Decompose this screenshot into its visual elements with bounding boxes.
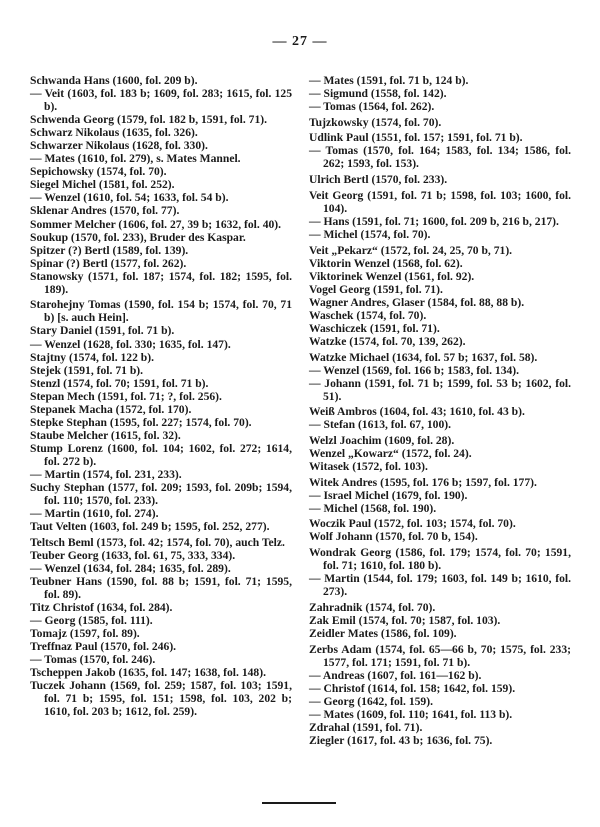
index-entry: — Hans (1591, fol. 71; 1600, fol. 209 b, 216 b, 217). [309,214,559,228]
index-entry: Treffnaz Paul (1570, fol. 246). [30,640,177,654]
index-entry: Soukup (1570, fol. 233), Bruder des Kaspar. [30,230,246,244]
index-entry: — Stefan (1613, fol. 67, 100). [309,418,452,432]
index-entry: — Wenzel (1628, fol. 330; 1635, fol. 147). [30,337,231,351]
index-entry: Wenzel „Kowarz“ (1572, fol. 24). [309,447,472,461]
index-entry: Witasek (1572, fol. 103). [309,460,428,474]
index-entry: Schwanda Hans (1600, fol. 209 b). [30,74,198,87]
index-entry: Tomajz (1597, fol. 89). [30,627,140,641]
index-entry: — Sigmund (1558, fol. 142). [309,87,447,101]
index-entry: Wagner Andres, Glaser (1584, fol. 88, 88 b). [309,295,525,309]
index-entry: — Wenzel (1610, fol. 54; 1633, fol. 54 b). [30,191,229,205]
index-entry: — Tomas (1564, fol. 262). [309,100,435,114]
index-entry: Tscheppen Jakob (1635, fol. 147; 1638, fol. 148). [30,666,266,680]
index-column-right [309,74,571,747]
index-entry: — Georg (1642, fol. 159). [309,694,433,708]
index-entry: Ziegler (1617, fol. 43 b; 1636, fol. 75). [309,733,493,747]
index-entry: Teltsch Beml (1573, fol. 42; 1574, fol. 70), auch Telz. [30,535,285,549]
index-entry: Zdrahal (1591, fol. 71). [309,720,423,734]
index-entry: Veit Georg (1591, fol. 71 b; 1598, fol. 103; 1600, fol. 104). [309,188,571,215]
index-entry: Waschek (1574, fol. 70). [309,308,427,322]
index-entry: Titz Christof (1634, fol. 284). [30,601,173,615]
index-entry: Zeidler Mates (1586, fol. 109). [309,627,457,640]
index-entry: Watzke (1574, fol. 70, 139, 262). [309,334,466,348]
index-entry: Staube Melcher (1615, fol. 32). [30,428,181,442]
index-entry: — Martin (1544, fol. 179; 1603, fol. 149 b; 1610, fol. 273). [309,572,571,599]
index-entry: Sklenar Andres (1570, fol. 77). [30,204,180,218]
index-entry: Taut Velten (1603, fol. 249 b; 1595, fol. 252, 277). [30,520,270,534]
index-entry: — Johann (1591, fol. 71 b; 1599, fol. 53 b; 1602, fol. 51). [309,376,571,403]
index-entry: Zerbs Adam (1574, fol. 65—66 b, 70; 1575, fol. 233; 1577, fol. 171; 1591, fol. 71 b). [309,642,571,669]
index-entry: Witek Andres (1595, fol. 176 b; 1597, fol. 177). [309,475,537,489]
index-entry: Stepan Mech (1591, fol. 71; ?, fol. 256). [30,389,222,403]
index-entry: Schwarzer Nikolaus (1628, fol. 330). [30,139,208,153]
index-entry: Veit „Pekarz“ (1572, fol. 24, 25, 70 b, 71). [309,243,513,257]
index-entry: Stejek (1591, fol. 71 b). [30,363,144,377]
index-entry: Viktorin Wenzel (1568, fol. 62). [309,256,463,270]
index-entry: Starohejny Tomas (1590, fol. 154 b; 1574, fol. 70, 71 b) [s. auch Hein]. [30,298,292,325]
index-entry: Schwarz Nikolaus (1635, fol. 326). [30,126,198,140]
index-entry: Tuczek Johann (1569, fol. 259; 1587, fol. 103; 1591, fol. 71 b; 1595, fol. 151; 1598, fol. 103, 202 b; 1610, fol. 203 b; 1612, fol. 259). [30,679,292,719]
index-entry: — Wenzel (1634, fol. 284; 1635, fol. 289). [30,561,231,575]
index-entry: Stajtny (1574, fol. 122 b). [30,350,154,364]
index-entry: Viktorinek Wenzel (1561, fol. 92). [309,269,475,283]
index-entry: Teuber Georg (1633, fol. 61, 75, 333, 334). [30,548,236,562]
index-entry: Woczik Paul (1572, fol. 103; 1574, fol. 70). [309,517,516,531]
index-entry: Vogel Georg (1591, fol. 71). [309,282,443,296]
index-entry: Watzke Michael (1634, fol. 57 b; 1637, fol. 58). [309,350,538,364]
index-entry: Spinar (?) Bertl (1577, fol. 262). [30,256,187,270]
index-entry: Teubner Hans (1590, fol. 88 b; 1591, fol. 71; 1595, fol. 89). [30,574,292,602]
index-entry: Stenzl (1574, fol. 70; 1591, fol. 71 b). [30,376,209,390]
index-entry: — Andreas (1607, fol. 161—162 b). [309,668,482,682]
index-entry: Spitzer (?) Bertl (1589, fol. 139). [30,243,189,257]
page-number: — 27 — [272,34,328,49]
index-entry: Ulrich Bertl (1570, fol. 233). [309,173,448,187]
index-entry: — Tomas (1570, fol. 164; 1583, fol. 134; 1586, fol. 262; 1593, fol. 153). [309,144,571,171]
index-entry: — Michel (1568, fol. 190). [309,501,437,515]
index-entry: — Tomas (1570, fol. 246). [30,653,156,667]
index-entry: — Mates (1591, fol. 71 b, 124 b). [309,74,469,87]
index-entry: — Mates (1609, fol. 110; 1641, fol. 113 b). [309,707,513,721]
index-entry: — Wenzel (1569, fol. 166 b; 1583, fol. 134). [309,363,520,377]
index-entry: — Israel Michel (1679, fol. 190). [309,488,468,502]
index-entry: Welzl Joachim (1609, fol. 28). [309,433,455,447]
index-entry: Suchy Stephan (1577, fol. 209; 1593, fol. 209b; 1594, fol. 110; 1570, fol. 233). [30,481,292,508]
index-entry: Siegel Michel (1581, fol. 252). [30,178,175,192]
index-entry: — Veit (1603, fol. 183 b; 1609, fol. 283; 1615, fol. 125 b). [30,87,292,114]
index-entry: Waschiczek (1591, fol. 71). [309,321,440,335]
index-column-left [30,74,292,718]
index-entry: — Christof (1614, fol. 158; 1642, fol. 159). [309,681,516,695]
index-entry: Sepichowsky (1574, fol. 70). [30,165,167,179]
index-entry: Schwenda Georg (1579, fol. 182 b, 1591, fol. 71). [30,113,268,127]
index-entry: Wondrak Georg (1586, fol. 179; 1574, fol. 70; 1591, fol. 71; 1610, fol. 180 b). [309,546,571,573]
end-rule-divider [262,802,336,804]
index-entry: Stanowsky (1571, fol. 187; 1574, fol. 182; 1595, fol. 189). [30,269,292,296]
index-entry: Sommer Melcher (1606, fol. 27, 39 b; 1632, fol. 40). [30,217,282,231]
index-entry: — Martin (1574, fol. 231, 233). [30,468,182,481]
index-entry: Zak Emil (1574, fol. 70; 1587, fol. 103). [309,613,501,627]
index-entry: — Martin (1610, fol. 274). [30,507,159,521]
index-entry: Udlink Paul (1551, fol. 157; 1591, fol. 71 b). [309,131,523,145]
index-entry: Zahradnik (1574, fol. 70). [309,600,436,614]
index-entry: Weiß Ambros (1604, fol. 43; 1610, fol. 43 b). [309,405,525,419]
index-entry: Stump Lorenz (1600, fol. 104; 1602, fol. 272; 1614, fol. 272 b). [30,441,292,468]
index-entry: Tujzkowsky (1574, fol. 70). [309,115,442,129]
index-entry: Stepke Stephan (1595, fol. 227; 1574, fol. 70). [30,415,252,429]
index-entry: — Georg (1585, fol. 111). [30,614,153,628]
index-entry: Wolf Johann (1570, fol. 70 b, 154). [309,530,478,544]
index-entry: Stary Daniel (1591, fol. 71 b). [30,324,175,338]
index-entry: Stepanek Macha (1572, fol. 170). [30,402,192,416]
index-entry: — Mates (1610, fol. 279), s. Mates Mannel. [30,152,241,166]
index-entry: — Michel (1574, fol. 70). [309,227,431,241]
